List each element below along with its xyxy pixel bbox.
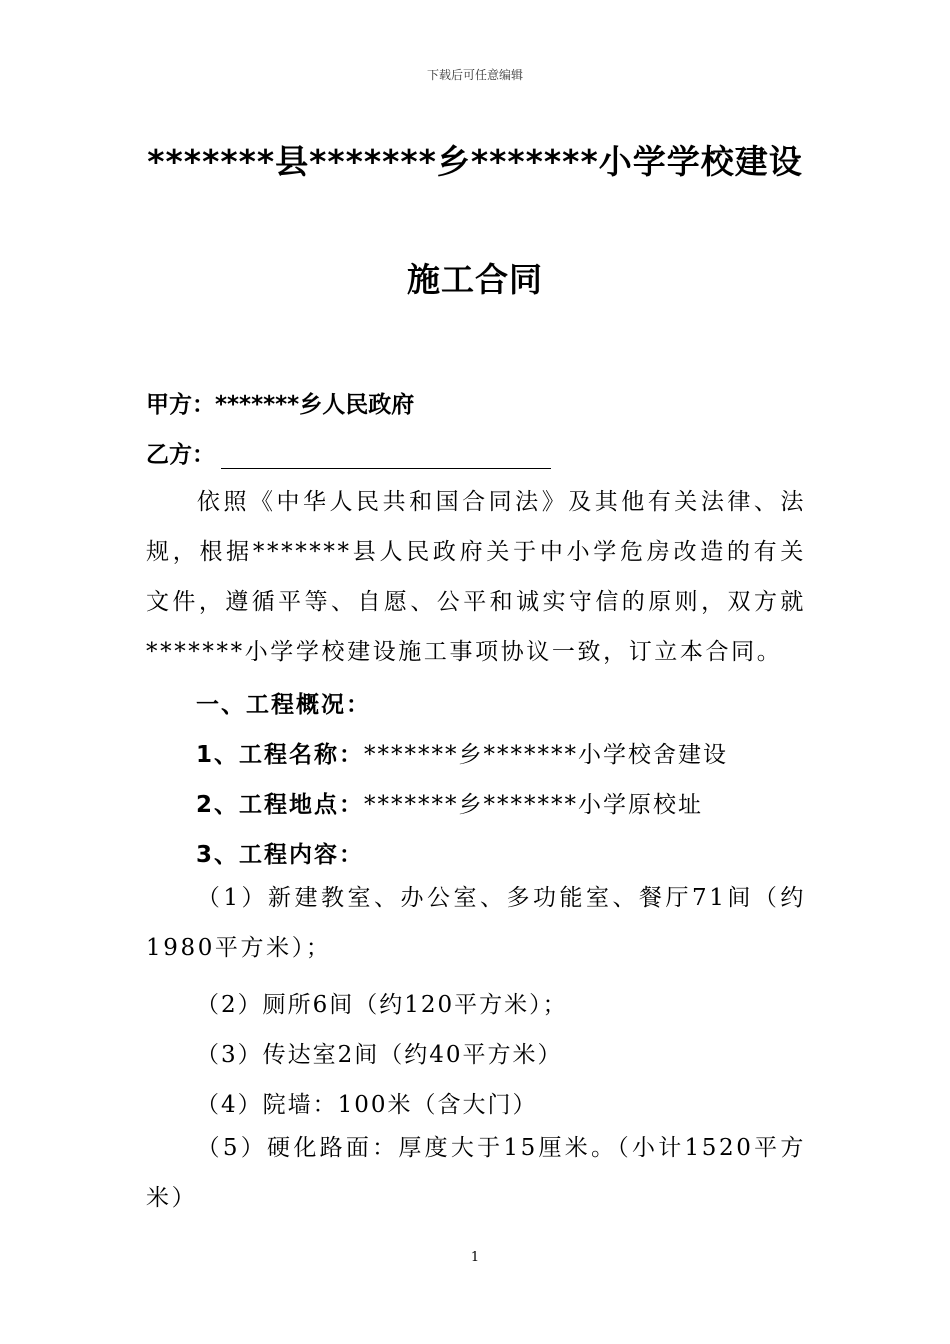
project-content-label: 3、工程内容： bbox=[196, 842, 365, 868]
contract-title-line2: 施工合同 bbox=[407, 260, 543, 299]
project-location-line bbox=[196, 786, 703, 819]
section-heading: 一、工程概况： bbox=[196, 692, 371, 718]
project-location-label: 2、工程地点： bbox=[196, 792, 365, 818]
contract-title-line1: *******县*******乡*******小学学校建设 bbox=[147, 142, 803, 181]
content-item-2: （2）厕所6间（约120平方米）； bbox=[196, 992, 568, 1018]
intro-paragraph bbox=[146, 477, 806, 677]
content-item-4: （4）院墙：100米（含大门） bbox=[196, 1092, 538, 1118]
party-b bbox=[146, 436, 551, 469]
content-item-3: （3）传达室2间（约40平方米） bbox=[196, 1042, 563, 1068]
project-content-line bbox=[196, 836, 364, 869]
project-name-line bbox=[196, 736, 728, 769]
party-b-blank-line bbox=[221, 444, 551, 469]
project-name-label: 1、工程名称： bbox=[196, 742, 365, 768]
content-item-1-text: （1）新建教室、办公室、多功能室、餐厅71间（约1980平方米）； bbox=[146, 885, 806, 961]
party-a: 甲方：*******乡人民政府 bbox=[146, 392, 415, 418]
intro-text: 依照《中华人民共和国合同法》及其他有关法律、法规，根据*******县人民政府关于中小学危房改造的有关文件，遵循平等、自愿、公平和诚实守信的原则，双方就*******小学学校建设施工事项协议一致，订立本合同。 bbox=[146, 489, 806, 665]
project-name-value: *******乡*******小学校舍建设 bbox=[364, 742, 729, 768]
header-note: 下载后可任意编辑 bbox=[426, 68, 523, 82]
page-number: 1 bbox=[470, 1250, 480, 1265]
content-item-5 bbox=[146, 1123, 806, 1223]
project-location-value: *******乡*******小学原校址 bbox=[364, 792, 704, 818]
content-item-1 bbox=[146, 873, 806, 973]
party-b-label: 乙方： bbox=[146, 442, 215, 468]
content-item-5-text: （5）硬化路面：厚度大于15厘米。（小计1520平方米） bbox=[146, 1135, 806, 1211]
